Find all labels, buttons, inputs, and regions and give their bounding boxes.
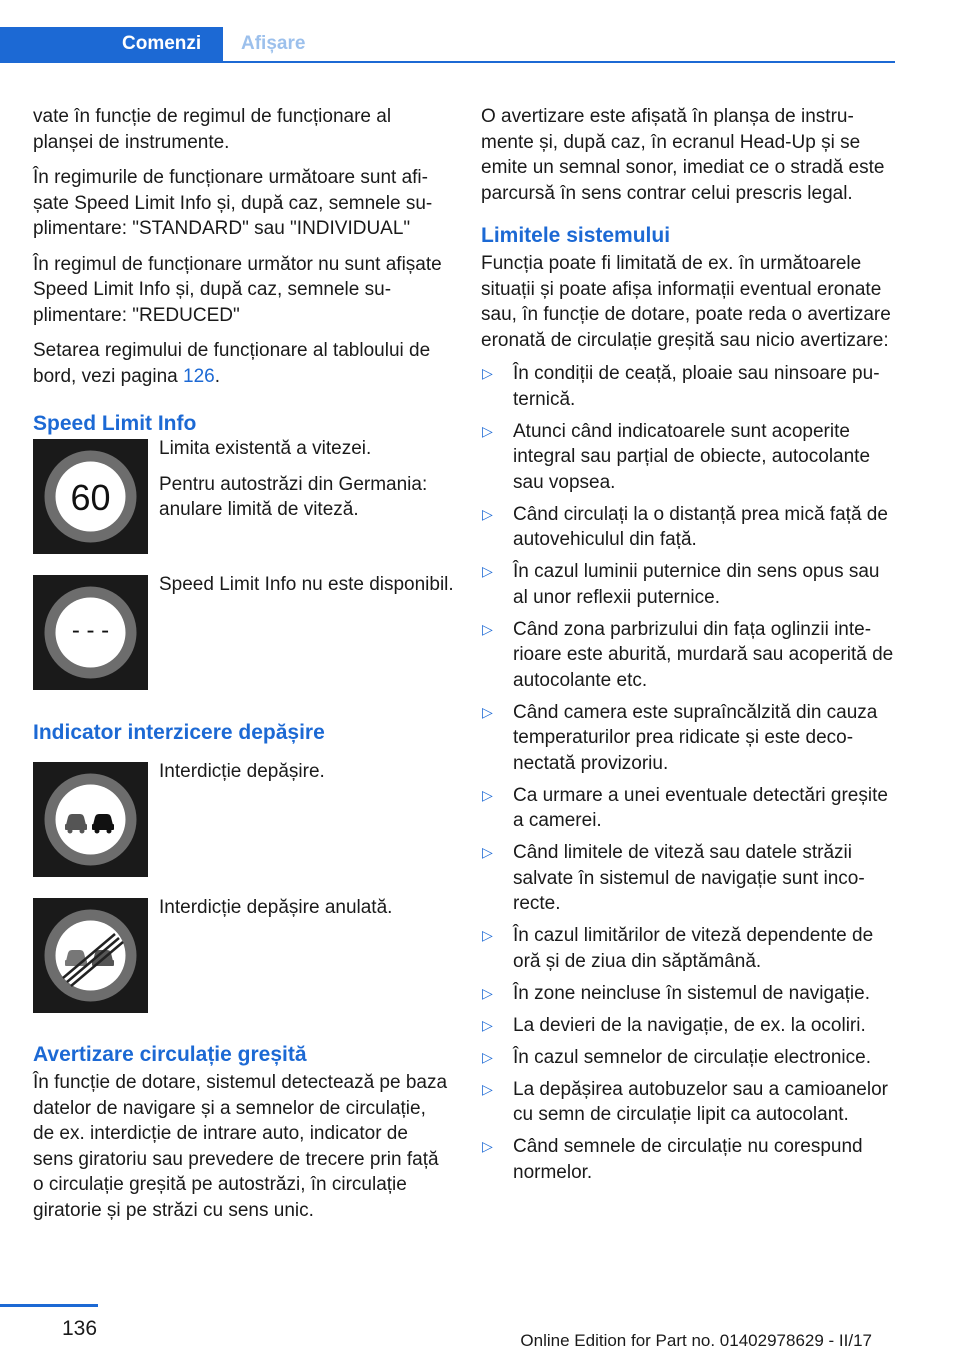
bullet-triangle-icon: ▷ [482,984,493,1001]
paragraph: În funcție de dotare, sistemul detectează pe baza datelor de navigare și a semnelor de circulație, de ex. interdicție de intrare auto, indicator de sens giratoriu sau prevedere de trecere prin față o circulație greșită pe autostrăzi, în circulație giratorie și pe străzi cu sens unic. [33,1072,448,1221]
heading-system-limits: Limitele sistemului [481,224,671,247]
list-item-text: Când zona parbrizului din fața oglinzii interioare este aburită, murdară sau acoperită de autocolante etc. [513,618,894,691]
limits-list [481,361,899,1185]
heading-wrong-way: Avertizare circulație greșită [33,1043,307,1066]
paragraph-end: . [214,365,220,387]
sign-block [33,762,451,877]
paragraph: În regimul de funcționare următor nu sunt afișate Speed Limit Info și, după caz, semnele suplimentare: "REDUCED" [33,253,442,326]
list-item [481,559,899,610]
footer-divider [0,1304,98,1307]
bullet-triangle-icon: ▷ [482,1016,493,1033]
bullet-triangle-icon: ▷ [482,786,493,803]
list-item-text: Ca urmare a unei eventuale detectări greșite a camerei. [513,784,888,831]
page-link[interactable]: 126 [183,365,215,387]
bullet-triangle-icon: ▷ [482,620,493,637]
list-item [481,1077,899,1128]
paragraph: Funcția poate fi limitată de ex. în următoarele situații și poate afișa informații eventual eronate sau, în funcție de dotare, poate reda o avertizare eronată de circulație greșită sau nicio avertizare: [481,253,891,351]
list-item [481,502,899,553]
bullet-triangle-icon: ▷ [482,927,493,943]
sign-block [33,574,454,690]
sign-description [159,759,459,795]
bullet-triangle-icon: ▷ [482,844,493,860]
sign-description [159,572,459,608]
speed-unavailable-sign-icon [33,575,148,690]
list-item-text: Când semnele de circulație nu corespund normelor. [513,1136,863,1183]
sign-value-text: 60 [70,477,111,518]
header-tabs [0,27,895,63]
paragraph-text: Setarea regimului de funcționare al tabloului de bord, vezi pagina [33,340,431,387]
end-no-overtaking-sign-icon [33,898,148,1013]
list-item-text: În zone neincluse în sistemul de navigație. [513,982,870,1004]
list-item [481,419,899,496]
list-item-text: Atunci când indicatoarele sunt acoperite integral sau parțial de obiecte, autocolante sau vopsea. [513,420,871,493]
sign-text: Limita existentă a vitezei. [159,438,372,459]
list-item-text: În cazul luminii puternice din sens opus sau al unor reflexii puternice. [513,561,880,608]
paragraph: vate în funcție de regimul de funcționare al planșei de instrumente. [33,106,392,153]
list-item-text: În cazul limitărilor de viteză dependente de oră și de ziua din săptămână. [513,925,874,972]
list-item [481,981,899,1007]
paragraph: O avertizare este afișată în planșa de instrumente și, după caz, în ecranul Head-Up și se emite un semnal sonor, imediat ce o stradă este parcursă în sens contrar celui prescris legal. [481,106,885,204]
bullet-triangle-icon: ▷ [482,1080,493,1097]
left-column [33,104,454,1233]
bullet-triangle-icon: ▷ [482,505,493,522]
list-item-text: Când limitele de viteză sau datele străzii salvate în sistemul de navigație sunt incorecte. [513,842,865,914]
right-column [481,104,899,1192]
heading-overtake-ban: Indicator interzicere depășire [33,721,325,744]
list-item [481,1013,899,1039]
sign-text: Pentru autostrăzi din Germania: anulare limită de viteză. [159,473,428,520]
list-item [481,840,899,917]
bullet-triangle-icon: ▷ [482,1138,493,1154]
bullet-triangle-icon: ▷ [482,703,493,720]
paragraph [33,338,451,389]
list-item [481,923,899,974]
list-item [481,783,899,834]
heading-speed-limit-info: Speed Limit Info [33,412,197,435]
list-item-text: La devieri de la navigație, de ex. la ocoliri. [513,1014,866,1036]
list-item [481,617,899,694]
bullet-triangle-icon: ▷ [482,365,493,381]
tab-afisare[interactable]: Afișare [241,33,306,54]
sign-text: Interdicție depășire anulată. [159,897,393,918]
bullet-triangle-icon: ▷ [482,563,493,579]
page-number: 136 [62,1317,98,1340]
sign-block [33,898,451,1013]
sign-block [33,439,451,554]
bullet-triangle-icon: ▷ [482,1048,493,1065]
sign-description [159,895,459,931]
sign-text: Interdicție depășire. [159,761,325,782]
list-item-text: La depășirea autobuzelor sau a camioanelor cu semn de circulație lipit ca autocolant. [513,1078,888,1125]
tab-comenzi[interactable]: Comenzi [0,27,223,61]
speed-60-sign-icon [33,439,148,554]
list-item-text: În condiții de ceață, ploaie sau ninsoare puternică. [513,363,880,410]
list-item [481,1045,899,1071]
sign-description [159,436,459,533]
list-item-text: Când camera este supraîncălzită din cauza temperaturilor prea ridicate și este deconectată provizoriu. [513,701,878,774]
bullet-triangle-icon: ▷ [482,422,493,439]
sign-text: Speed Limit Info nu este disponibil. [159,574,454,595]
list-item [481,1134,899,1185]
list-item-text: În cazul semnelor de circulație electronice. [513,1046,872,1068]
no-overtaking-sign-icon [33,762,148,877]
edition-note: Online Edition for Part no. 01402978629 - II/17 [520,1331,872,1350]
list-item [481,700,899,777]
sign-value-text: - - - [71,617,110,644]
list-item-text: Când circulați la o distanță prea mică față de autovehiculul din față. [513,503,888,550]
list-item [481,361,899,412]
paragraph: În regimurile de funcționare următoare sunt afișate Speed Limit Info și, după caz, semnele suplimentare: "STANDARD" sau "INDIVIDUAL" [33,167,433,239]
